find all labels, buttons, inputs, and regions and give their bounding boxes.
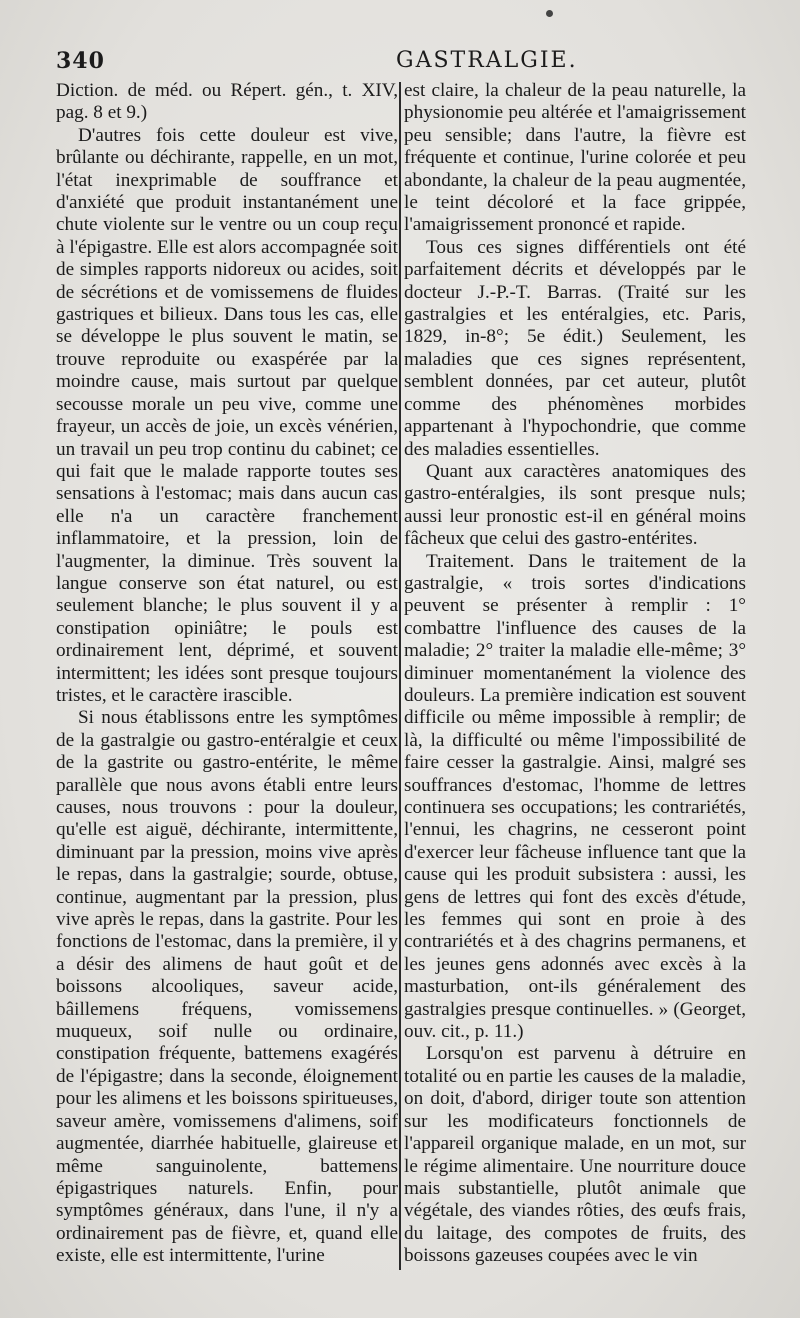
paragraph: Tous ces signes différentiels ont été parfaitement décrits et développés par le docteur J.-P.-T. Barras. (Traité sur les gastralgies et les entéralgies, etc. Paris, 1829, in-8°; 5e édit.) Seulement, les maladies que ces signes représentent, semblent données, par cet auteur, plutôt comme des phénomènes morbides appartenant à l'hypochondrie, que comme des maladies essentielles. <box>404 236 746 460</box>
column-divider <box>399 82 401 1270</box>
paragraph: Quant aux caractères anatomiques des gastro-entéralgies, ils sont presque nuls; aussi leur pronostic est-il en général moins fâcheux que celui des gastro-entérites. <box>404 460 746 550</box>
running-head: GASTRALGIE. <box>396 48 578 73</box>
page-number: 340 <box>56 48 105 74</box>
page-header <box>56 44 746 80</box>
left-column <box>56 80 398 1268</box>
paragraph: est claire, la chaleur de la peau naturelle, la physionomie peu altérée et l'amaigrissement peu sensible; dans l'autre, la fièvre est fréquente et continue, l'urine colorée et peu abondante, la chaleur de la peau augmentée, le teint décoloré et la face grippée, l'amaigrissement prononcé et rapide. <box>404 80 746 236</box>
ink-spot <box>546 10 553 17</box>
paragraph-citation: Diction. de méd. ou Répert. gén., t. XIV, pag. 8 et 9.) <box>56 80 398 124</box>
paragraph: D'autres fois cette douleur est vive, brûlante ou déchirante, rappelle, en un mot, l'état inexprimable de souffrance et d'anxiété que produit instantanément une chute violente sur le ventre ou un coup reçu à l'épigastre. Elle est alors accompagnée soit de simples rapports nidoreux ou acides, soit de sécrétions et de vomissemens de fluides gastriques et bilieux. Dans tous les cas, elle se développe le plus souvent le matin, se trouve reproduite ou exaspérée par la moindre cause, mais surtout par quelque secousse morale un peu vive, comme une frayeur, un accès de joie, un excès vénérien, un travail un peu trop continu du cabinet; ce qui fait que le malade rapporte toutes ses sensations à l'estomac; mais dans aucun cas elle n'a un caractère franchement inflammatoire, et la pression, loin de l'augmenter, la diminue. Très souvent la langue conserve son état naturel, ou est seulement blanche; le plus souvent il y a constipation opiniâtre; le pouls est ordinairement lent, déprimé, et souvent intermittent; les idées sont presque toujours tristes, et le caractère irascible. <box>56 124 398 706</box>
paragraph-traitement: Traitement. Dans le traitement de la gastralgie, « trois sortes d'indications peuvent se présenter à remplir : 1° combattre l'influence des causes de la maladie; 2° traiter la maladie elle-même; 3° diminuer momentanément la violence des douleurs. La première indication est souvent difficile ou même impossible à remplir; de là, la difficulté ou même l'impossibilité de faire cesser la gastralgie. Ainsi, malgré ses souffrances d'estomac, l'homme de lettres continuera ses occupations; les contrariétés, l'ennui, les chagrins, ne cesseront point d'exercer leur fâcheuse influence tant que la cause qui les produit subsistera : aussi, les gens de lettres qui font des excès d'étude, les femmes qui sont en proie à des contrariétés et à des chagrins permanens, et les jeunes gens adonnés avec excès à la masturbation, ont-ils généralement des gastralgies presque continuelles. » (Georget, ouv. cit., p. 11.) <box>404 550 746 1043</box>
paragraph: Lorsqu'on est parvenu à détruire en totalité ou en partie les causes de la maladie, on doit, d'abord, diriger toute son attention sur les modificateurs fonctionnels de l'appareil organique malade, en un mot, sur le régime alimentaire. Une nourriture douce mais substantielle, plutôt animale que végétale, des viandes rôties, des œufs frais, du laitage, des compotes de fruits, des boissons gazeuses coupées avec le vin <box>404 1043 746 1267</box>
paragraph: Si nous établissons entre les symptômes de la gastralgie ou gastro-entéralgie et ceux de la gastrite ou gastro-entérite, le même parallèle que nous avons établi entre leurs causes, nous trouvons : pour la douleur, qu'elle est aiguë, déchirante, intermittente, diminuant par la pression, moins vive après le repas, dans la gastralgie; sourde, obtuse, continue, augmentant par la pression, plus vive après le repas, dans la gastrite. Pour les fonctions de l'estomac, dans la première, il y a désir des alimens de haut goût et de boissons alcooliques, saveur acide, bâillemens fréquens, vomissemens muqueux, soif nulle ou ordinaire, constipation fréquente, battemens exagérés de l'épigastre; dans la seconde, éloignement pour les alimens et les boissons spiritueuses, saveur amère, vomissemens d'alimens, soif augmentée, diarrhée habituelle, glaireuse et même sanguinolente, battemens épigastriques naturels. Enfin, pour symptômes généraux, dans l'une, il n'y a ordinairement pas de fièvre, et, quand elle existe, elle est intermittente, l'urine <box>56 707 398 1267</box>
right-column <box>404 80 746 1268</box>
